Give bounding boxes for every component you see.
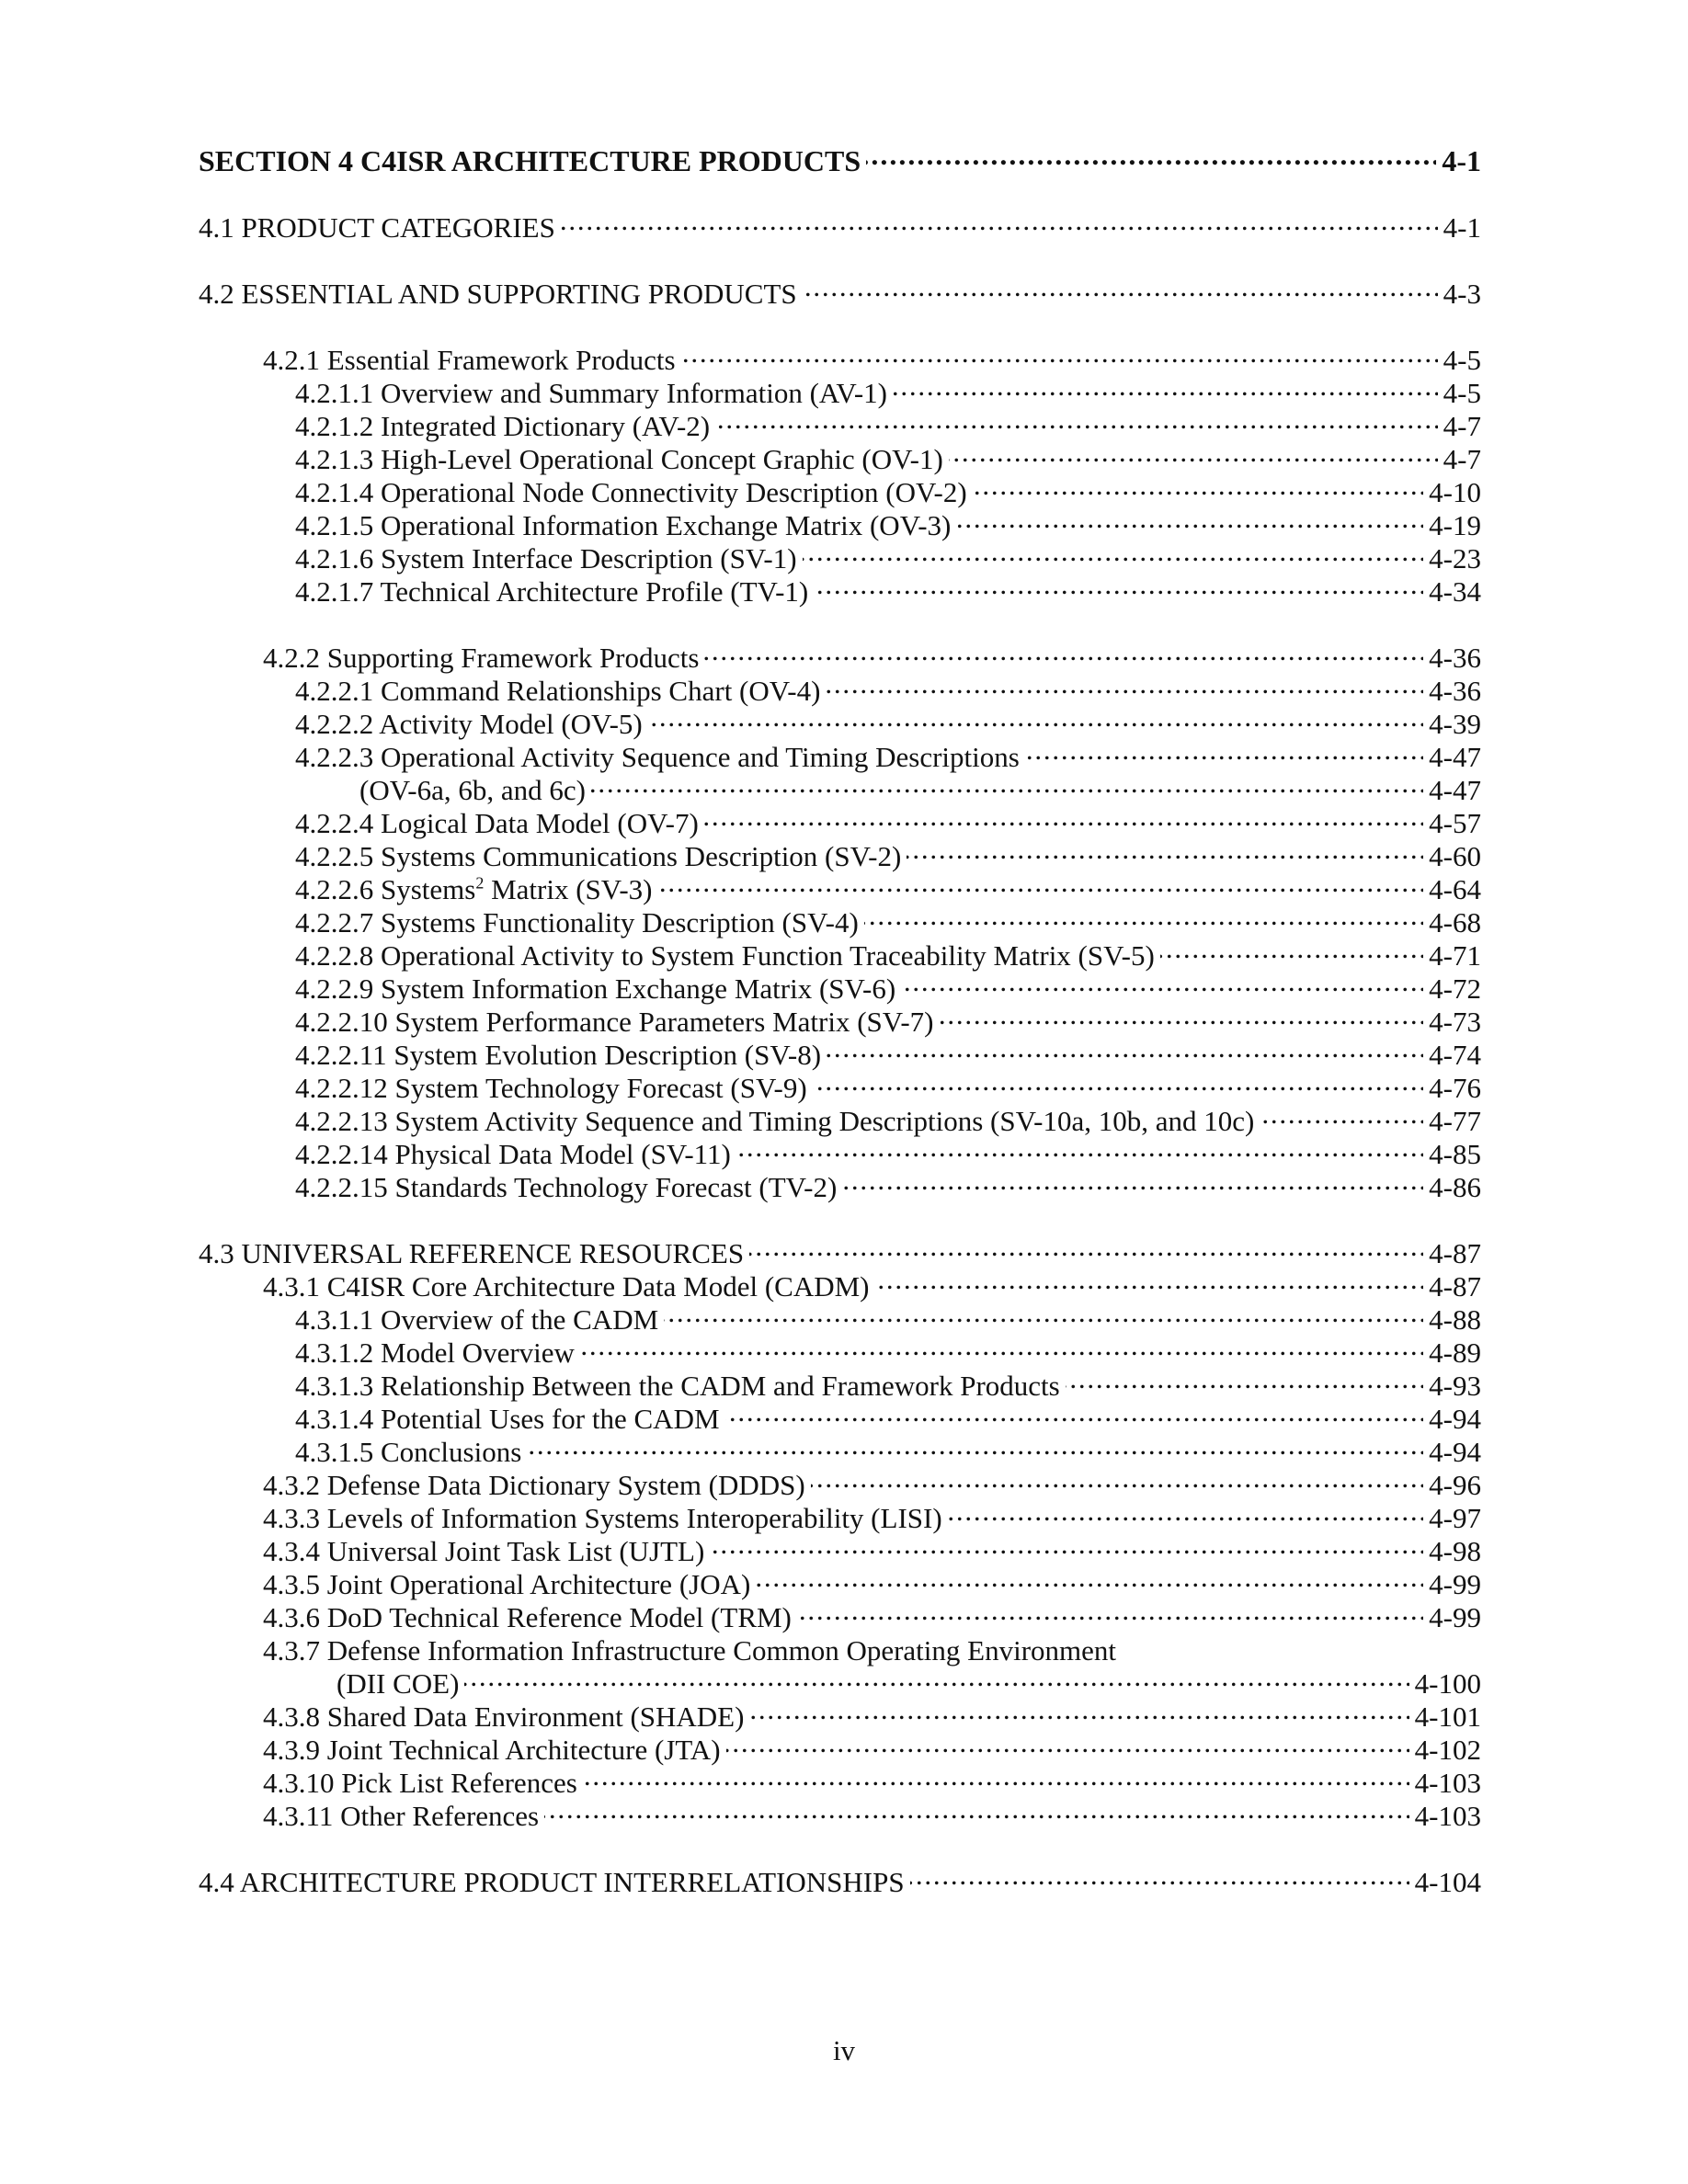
dot-leader [580,1329,1423,1362]
toc-entry-title: 4.2.2.4 Logical Data Model (OV-7) [295,807,699,839]
dot-leader [704,800,1423,833]
toc-entry-title: 4.3.3 Levels of Information Systems Interoperability (LISI) [263,1502,942,1534]
toc-entry-title: 4.3.1.2 Model Overview [295,1337,575,1369]
toc-entry-title: 4.3.11 Other References [263,1800,540,1832]
dot-leader [591,767,1423,800]
dot-leader [736,1131,1423,1164]
toc-entry-page: 4-64 [1429,873,1481,905]
toc-entry-page: 4-93 [1429,1370,1481,1402]
toc-entry-page: 4-10 [1429,476,1481,508]
dot-leader [1066,1362,1423,1395]
toc-entry-4-2-2 [199,634,1481,674]
toc-entry-title: 4.2.2.2 Activity Model (OV-5) [295,708,643,740]
toc-entry-title: 4.3.10 Pick List References [263,1767,577,1799]
table-of-contents [199,138,1481,1898]
toc-entry-title: 4.2.2.7 Systems Functionality Description (SV-4) [295,906,859,938]
dot-leader [527,1428,1423,1462]
toc-entry-title: 4.3.1.4 Potential Uses for the CADM [295,1403,720,1435]
toc-entry-title [295,873,652,906]
toc-entry-page: 4-57 [1429,807,1481,839]
toc-entry-page: 4-96 [1429,1469,1481,1501]
dot-leader [1260,1098,1423,1131]
toc-entry-4-2-1 [199,336,1481,376]
toc-entry-title: 4.3.6 DoD Technical Reference Model (TRM) [263,1601,792,1633]
toc-entry-4-3 [199,1230,1481,1269]
dot-leader [866,138,1436,171]
toc-entry-page: 4-88 [1429,1303,1481,1336]
dot-leader [864,899,1423,932]
toc-entry-title: 4.3 UNIVERSAL REFERENCE RESOURCES [199,1237,745,1269]
toc-entry-title: 4.2.2.13 System Activity Sequence and Timing Descriptions (SV-10a, 10b, and 10c) [295,1105,1255,1137]
toc-entry-page: 4-104 [1414,1866,1481,1898]
toc-entry-page: 4-7 [1443,410,1481,442]
toc-entry-title: 4.2.2.11 System Evolution Description (SV-8) [295,1039,822,1071]
toc-entry-page: 4-94 [1429,1436,1481,1468]
toc-entry-page: 4-7 [1443,443,1481,475]
toc-entry-title: (OV-6a, 6b, and 6c) [359,774,586,806]
dot-leader [726,1726,1409,1759]
toc-entry-page: 4-3 [1443,278,1481,310]
toc-entry-page: 4-19 [1429,509,1481,541]
dot-leader [814,568,1423,601]
toc-entry-page: 4-68 [1429,906,1481,938]
dot-leader [1160,932,1423,965]
toc-entry-page: 4-1 [1442,144,1481,177]
dot-leader [749,1693,1409,1726]
toc-entry-page: 4-71 [1429,939,1481,972]
toc-entry-title: 4.2.2.15 Standards Technology Forecast (TV-2) [295,1171,838,1203]
dot-leader [681,336,1438,370]
toc-entry-page: 4-34 [1429,575,1481,608]
dot-leader [797,1594,1423,1627]
dot-leader [710,1528,1423,1561]
dot-leader [544,1792,1409,1826]
toc-entry-title-post: Matrix (SV-3) [484,873,653,905]
toc-entry-title: 4.2.1.5 Operational Information Exchange Matrix (OV-3) [295,509,952,541]
toc-entry-page: 4-87 [1429,1237,1481,1269]
dot-leader [561,204,1438,237]
dot-leader [1122,1627,1476,1660]
toc-entry-4-1 [199,204,1481,244]
toc-entry-page: 4-72 [1429,973,1481,1005]
toc-entry-page: 4-60 [1429,840,1481,872]
toc-entry-title: 4.3.1.3 Relationship Between the CADM and Framework Products [295,1370,1060,1402]
toc-entry-page: 4-39 [1429,708,1481,740]
dot-leader [949,436,1438,469]
toc-entry-page: 4-76 [1429,1072,1481,1104]
toc-entry-page: 4-36 [1429,675,1481,707]
toc-entry-page: 4-87 [1429,1270,1481,1302]
toc-entry-title: SECTION 4 C4ISR ARCHITECTURE PRODUCTS [199,144,861,177]
dot-leader [910,1859,1409,1892]
toc-entry-page: 4-103 [1414,1800,1481,1832]
toc-entry-4-4 [199,1859,1481,1898]
dot-leader [664,1296,1423,1329]
toc-entry-page: 4-99 [1429,1601,1481,1633]
dot-leader [907,833,1423,866]
dot-leader [956,502,1423,535]
dot-leader [583,1759,1409,1792]
toc-entry-title: 4.1 PRODUCT CATEGORIES [199,211,555,244]
toc-entry-title: 4.2.2.5 Systems Communications Description (SV-2) [295,840,902,872]
toc-entry-page: 4-74 [1429,1039,1481,1071]
dot-leader [715,403,1438,436]
dot-leader [803,270,1438,303]
toc-entry-title-pre: 4.2.2.6 Systems [295,873,476,905]
dot-leader [648,700,1423,734]
toc-entry-page: 4-47 [1429,774,1481,806]
toc-entry-page: 4-97 [1429,1502,1481,1534]
toc-entry-page: 4-103 [1414,1767,1481,1799]
toc-entry-page: 4-89 [1429,1337,1481,1369]
toc-entry-title: 4.2.1.7 Technical Architecture Profile (TV-1) [295,575,809,608]
dot-leader [842,1164,1423,1197]
dot-leader [464,1660,1409,1693]
toc-entry-page: 4-99 [1429,1568,1481,1600]
toc-entry-page: 4-47 [1429,741,1481,773]
dot-leader [827,1031,1423,1064]
dot-leader [749,1230,1423,1263]
superscript: 2 [475,873,485,893]
toc-entry-page: 4-102 [1414,1734,1481,1766]
dot-leader [826,667,1423,700]
toc-entry-title: 4.2.2.10 System Performance Parameters Matrix (SV-7) [295,1006,934,1038]
toc-entry-title: 4.2.1.3 High-Level Operational Concept Graphic (OV-1) [295,443,943,475]
toc-entry-title: 4.2.2 Supporting Framework Products [263,642,700,674]
dot-leader [704,634,1423,667]
toc-entry-title: 4.3.1 C4ISR Core Architecture Data Model (CADM) [263,1270,870,1302]
toc-entry-page: 4-1 [1443,211,1481,244]
dot-leader [725,1395,1424,1428]
toc-entry-title: (DII COE) [336,1667,460,1700]
toc-entry-page: 4-98 [1429,1535,1481,1567]
toc-entry-title: 4.3.5 Joint Operational Architecture (JOA) [263,1568,751,1600]
toc-entry-page: 4-5 [1443,377,1481,409]
page-number: iv [832,2034,856,2066]
toc-entry-title: 4.2 ESSENTIAL AND SUPPORTING PRODUCTS [199,278,797,310]
toc-entry-page: 4-86 [1429,1171,1481,1203]
toc-entry-page: 4-5 [1443,344,1481,376]
toc-entry-title: 4.4 ARCHITECTURE PRODUCT INTERRELATIONSHIPS [199,1866,905,1898]
toc-entry-page: 4-77 [1429,1105,1481,1137]
toc-entry-page: 4-85 [1429,1138,1481,1170]
dot-leader [657,866,1423,899]
toc-entry-4-2 [199,270,1481,310]
toc-entry-title: 4.2.1 Essential Framework Products [263,344,676,376]
dot-leader [811,1462,1423,1495]
toc-entry-page: 4-101 [1414,1701,1481,1733]
toc-entry-title: 4.3.7 Defense Information Infrastructure Common Operating Environment [263,1634,1117,1666]
toc-entry-title: 4.3.8 Shared Data Environment (SHADE) [263,1701,745,1733]
toc-entry-title: 4.2.2.8 Operational Activity to System Function Traceability Matrix (SV-5) [295,939,1155,972]
toc-entry-page: 4-94 [1429,1403,1481,1435]
toc-entry-title: 4.2.2.14 Physical Data Model (SV-11) [295,1138,731,1170]
toc-entry-title: 4.3.1.1 Overview of the CADM [295,1303,659,1336]
toc-entry-section-4 [199,138,1481,177]
toc-entry-title: 4.2.1.2 Integrated Dictionary (AV-2) [295,410,711,442]
toc-entry-title: 4.3.1.5 Conclusions [295,1436,522,1468]
toc-entry-title: 4.2.2.1 Command Relationships Chart (OV-4) [295,675,821,707]
toc-entry-title: 4.2.1.4 Operational Node Connectivity Description (OV-2) [295,476,967,508]
dot-leader [948,1495,1424,1528]
toc-entry-page: 4-73 [1429,1006,1481,1038]
dot-leader [803,535,1424,568]
toc-entry-title: 4.2.1.6 System Interface Description (SV-1) [295,542,797,574]
toc-entry-title: 4.2.2.3 Operational Activity Sequence and Timing Descriptions [295,741,1020,773]
toc-entry-title: 4.3.2 Defense Data Dictionary System (DDDS) [263,1469,805,1501]
toc-entry-page: 4-36 [1429,642,1481,674]
dot-leader [893,370,1438,403]
toc-entry-page: 4-100 [1414,1667,1481,1700]
toc-entry-title: 4.2.2.12 System Technology Forecast (SV-9) [295,1072,807,1104]
dot-leader [940,998,1424,1031]
dot-leader [973,469,1424,502]
dot-leader [756,1561,1423,1594]
toc-entry-title: 4.2.1.1 Overview and Summary Information (AV-1) [295,377,888,409]
toc-entry-title: 4.3.9 Joint Technical Architecture (JTA) [263,1734,721,1766]
toc-entry-page: 4-23 [1429,542,1481,574]
dot-leader [875,1263,1424,1296]
dot-leader [1025,734,1423,767]
toc-entry-title: 4.3.4 Universal Joint Task List (UJTL) [263,1535,705,1567]
dot-leader [813,1064,1424,1098]
dot-leader [901,965,1423,998]
toc-entry-title: 4.2.2.9 System Information Exchange Matrix (SV-6) [295,973,896,1005]
